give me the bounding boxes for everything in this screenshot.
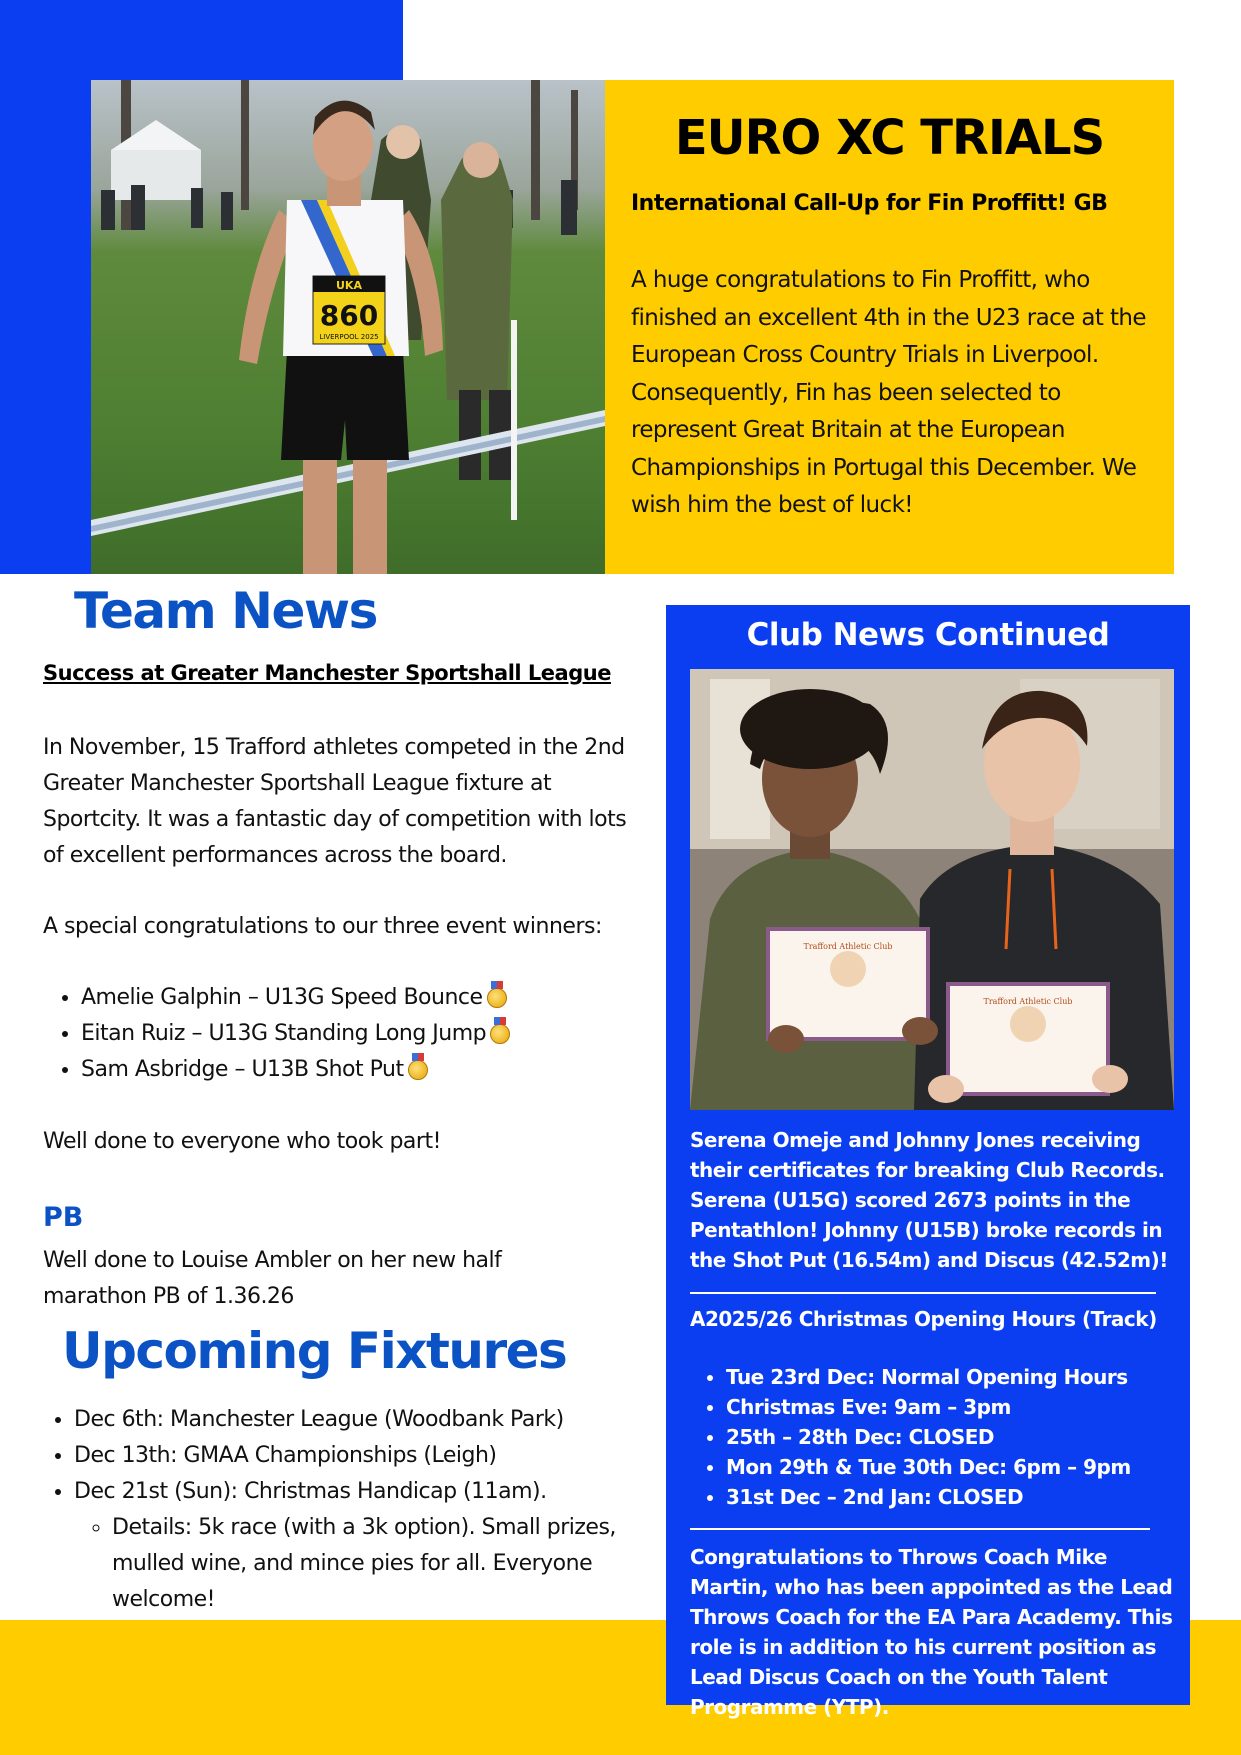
pb-text: Well done to Louise Ambler on her new half marathon PB of 1.36.26: [43, 1248, 502, 1309]
winner-text: Sam Asbridge – U13B Shot Put: [81, 1057, 404, 1082]
divider: [690, 1528, 1150, 1530]
opening-hours-list: [690, 1362, 1210, 1512]
club-news-panel: [666, 605, 1190, 1719]
fixture-details-list: [74, 1510, 694, 1618]
list-item: • 31st Dec – 2nd Jan: CLOSED: [726, 1482, 1210, 1512]
fixtures-heading: Upcoming Fixtures: [62, 1322, 567, 1380]
euro-paragraph-1: A huge congratulations to Fin Proffitt, who finished an excellent 4th in the U23 race at the European Cross Country Trials in Liverpool.: [631, 267, 1146, 368]
sportshall-heading: Success at Greater Manchester Sportshall League: [43, 661, 611, 685]
euro-paragraph-2: Consequently, Fin has been selected to represent Great Britain at the European Championships in Portugal this December. We wish him the best of luck!: [631, 379, 1137, 518]
winners-intro: A special congratulations to our three event winners:: [43, 914, 602, 939]
winner-text: Eitan Ruiz – U13G Standing Long Jump: [81, 1021, 487, 1046]
divider: [690, 1292, 1156, 1294]
runner-photo: [91, 80, 605, 574]
euro-xc-panel: [605, 80, 1174, 574]
list-item: [81, 1052, 681, 1088]
sportshall-paragraph: In November, 15 Trafford athletes competed in the 2nd Greater Manchester Sportshall League fixture at Sportcity. It was a fantastic day of competition with lots of excellent performances across the board.: [43, 735, 627, 868]
bib-brand: UKA: [336, 279, 362, 292]
list-item: • Tue 23rd Dec: Normal Opening Hours: [726, 1362, 1210, 1392]
pb-heading: PB: [43, 1202, 84, 1233]
winner-text: Amelie Galphin – U13G Speed Bounce: [81, 985, 483, 1010]
award-illustration: [690, 669, 1174, 1110]
list-item: • 25th – 28th Dec: CLOSED: [726, 1422, 1210, 1452]
gold-medal-icon: [487, 988, 507, 1008]
list-item: [74, 1474, 694, 1618]
fixture-details: ◦ Details: 5k race (with a 3k option). Small prizes, mulled wine, and mince pies for all. Everyone welcome!: [112, 1510, 694, 1618]
euro-subtitle: International Call-Up for Fin Proffitt! GB: [631, 191, 1108, 216]
award-caption: Serena Omeje and Johnny Jones receiving their certificates for breaking Club Records. Serena (U15G) scored 2673 points in the Pentathlon! Johnny (U15B) broke records in the Shot Put (16.54m) and Discus (42.52m)!: [690, 1128, 1168, 1272]
club-news-title: Club News Continued: [746, 617, 1110, 653]
winners-list: [43, 980, 681, 1088]
gold-medal-icon: [408, 1060, 428, 1080]
certificate-label: Trafford Athletic Club: [983, 997, 1073, 1006]
list-item: • Dec 13th: GMAA Championships (Leigh): [74, 1438, 694, 1474]
list-item: • Mon 29th & Tue 30th Dec: 6pm – 9pm: [726, 1452, 1210, 1482]
award-photo: [690, 669, 1174, 1110]
euro-title: EURO XC TRIALS: [674, 110, 1105, 166]
well-done-text: Well done to everyone who took part!: [43, 1129, 441, 1154]
certificate-label: Trafford Athletic Club: [803, 942, 893, 951]
gold-medal-icon: [490, 1024, 510, 1044]
bib-event: LIVERPOOL 2025: [319, 333, 379, 341]
runner-illustration: [91, 80, 605, 574]
list-item: • Dec 6th: Manchester League (Woodbank Park): [74, 1402, 694, 1438]
list-item: [81, 1016, 681, 1052]
euro-body: [631, 262, 1156, 525]
list-item: [81, 980, 681, 1016]
list-item: • Christmas Eve: 9am – 3pm: [726, 1392, 1210, 1422]
fixtures-list: [36, 1402, 694, 1618]
team-news-heading: Team News: [74, 582, 377, 640]
coach-appointment-text: Congratulations to Throws Coach Mike Martin, who has been appointed as the Lead Throws Coach for the EA Para Academy. This role is in addition to his current position as Lead Discus Coach on the Youth Talent Programme (YTP).: [690, 1545, 1173, 1719]
fixture-text: Dec 21st (Sun): Christmas Handicap (11am).: [74, 1479, 547, 1504]
bib-number: 860: [319, 299, 379, 332]
opening-hours-heading: A2025/26 Christmas Opening Hours (Track): [690, 1307, 1157, 1331]
